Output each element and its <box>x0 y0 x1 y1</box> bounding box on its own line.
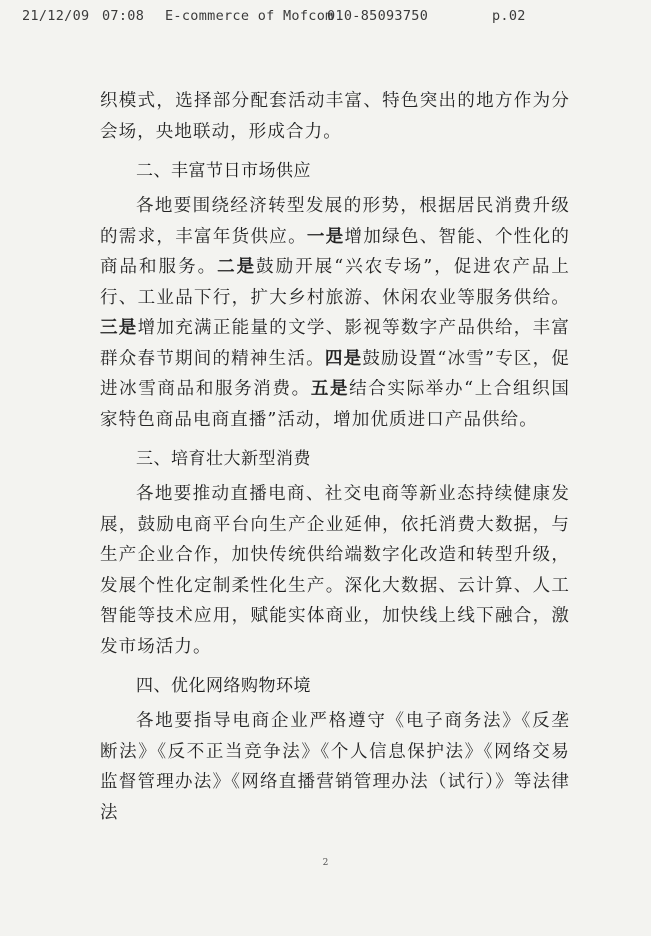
item-1-text: 增加绿色、智能、个性化的商品和服务。 <box>100 226 570 277</box>
section-heading-3: 三、培育壮大新型消费 <box>136 449 311 469</box>
section-heading-4: 四、优化网络购物环境 <box>136 676 311 696</box>
item-2-label: 二是 <box>217 257 257 277</box>
item-2-text: 鼓励开展“兴农专场”，促进农产品上行、工业品下行，扩大乡村旅游、休闲农业等服务供给。 <box>100 257 570 308</box>
fax-date: 21/12/09 <box>22 8 90 24</box>
section-2-paragraph <box>100 191 570 435</box>
item-4-label: 四是 <box>324 348 363 369</box>
continuation-paragraph: 织模式，选择部分配套活动丰富、特色突出的地方作为分会场，央地联动，形成合力。 <box>100 91 570 142</box>
section-2-intro: 各地要围绕经济转型发展的形势，根据居民消费升级的需求，丰富年货供应。 <box>100 196 570 247</box>
section-heading-2: 二、丰富节日市场供应 <box>136 161 311 181</box>
item-3-label: 三是 <box>100 318 138 338</box>
item-3-text: 增加充满正能量的文学、影视等数字产品供给，丰富群众春节期间的精神生活。 <box>100 318 570 369</box>
item-1-label: 一是 <box>306 226 345 247</box>
fax-page: p.02 <box>492 8 526 24</box>
fax-header <box>22 8 622 28</box>
section-4-paragraph: 各地要指导电商企业严格遵守《电子商务法》《反垄断法》《反不正当竞争法》《个人信息保护法》《网络交易监督管理办法》《网络直播营销管理办法（试行）》等法律法 <box>100 711 570 823</box>
page-number: 2 <box>322 858 329 868</box>
item-5-label: 五是 <box>310 379 350 399</box>
item-4-text: 鼓励设置“冰雪”专区，促进冰雪商品和服务消费。 <box>100 348 571 399</box>
section-3-paragraph: 各地要推动直播电商、社交电商等新业态持续健康发展，鼓励电商平台向生产企业延伸，依托消费大数据，与生产企业合作，加快传统供给端数字化改造和转型升级，发展个性化定制柔性化生产。深化大数据、云计算、人工智能等技术应用，赋能实体商业，加快线上线下融合，激发市场活力。 <box>100 484 570 657</box>
item-5-text: 结合实际举办“上合组织国家特色商品电商直播”活动，增加优质进口产品供给。 <box>100 379 570 430</box>
fax-phone: 010-85093750 <box>327 8 429 24</box>
fax-time: 07:08 <box>102 8 145 24</box>
fax-sender: E-commerce of Mofcom <box>165 8 334 24</box>
document-body <box>100 86 570 828</box>
